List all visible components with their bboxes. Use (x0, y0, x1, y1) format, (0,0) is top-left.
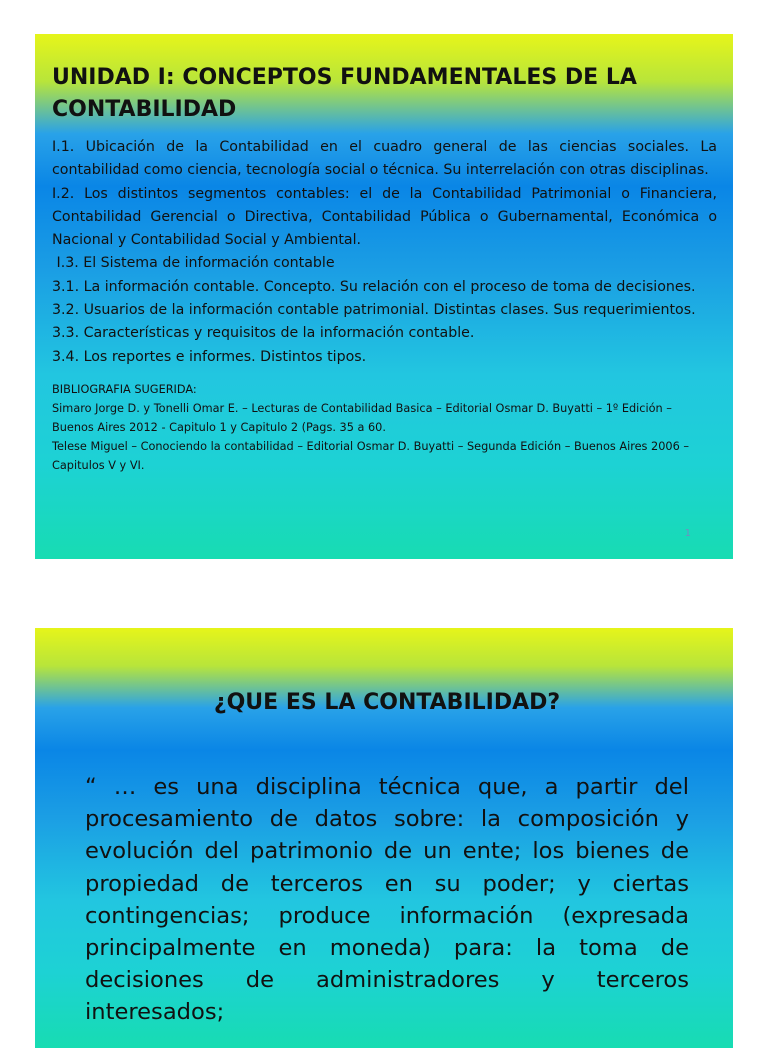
topic-item: 3.3. Características y requisitos de la información contable. (52, 325, 475, 342)
definition-quote: “ … es una disciplina técnica que, a partir del procesamiento de datos sobre: la composición y evolución del patrimonio de un ente; los bienes de propiedad de terceros en su poder; y ciertas contingencias; produce información (expresada principalmente en moneda) para: la toma de decisiones de administradores y terceros interesados; (85, 774, 689, 1026)
bibliography-entry: Simaro Jorge D. y Tonelli Omar E. – Lecturas de Contabilidad Basica – Editorial Osmar D. Buyatti – 1º Edición – Buenos Aires 2012 - Capitulo 1 y Capitulo 2 (Pags. 35 a 60. (52, 401, 672, 434)
topic-item: 3.1. La información contable. Concepto. Su relación con el proceso de toma de decisiones. (52, 278, 696, 295)
topic-item: I.2. Los distintos segmentos contables: el de la Contabilidad Patrimonial o Financiera, Contabilidad Gerencial o Directiva, Contabilidad Pública o Gubernamental, Económica o Nacional y Contabilidad Social y Ambiental. (52, 185, 717, 249)
slide-1 (35, 34, 733, 559)
bibliography-entry: Telese Miguel – Conociendo la contabilidad – Editorial Osmar D. Buyatti – Segunda Edición – Buenos Aires 2006 – Capitulos V y VI. (52, 439, 690, 472)
slide-2-title: ¿QUE ES LA CONTABILIDAD? (213, 690, 561, 715)
slide-1-title: UNIDAD I: CONCEPTOS FUNDAMENTALES DE LA CONTABILIDAD (52, 65, 637, 122)
topic-item: 3.2. Usuarios de la información contable patrimonial. Distintas clases. Sus requerimientos. (52, 302, 696, 319)
topic-item: I.1. Ubicación de la Contabilidad en el cuadro general de las ciencias sociales. La contabilidad como ciencia, tecnología social o técnica. Su interrelación con otras disciplinas. (52, 139, 717, 179)
bibliography-heading: BIBLIOGRAFIA SUGERIDA: (52, 382, 197, 396)
bibliography (52, 380, 717, 475)
slide-2 (35, 628, 733, 1048)
topic-item: I.3. El Sistema de información contable (52, 255, 335, 272)
topic-item: 3.4. Los reportes e informes. Distintos tipos. (52, 348, 367, 365)
page-number: 1 (684, 528, 691, 539)
topic-list (52, 136, 717, 369)
